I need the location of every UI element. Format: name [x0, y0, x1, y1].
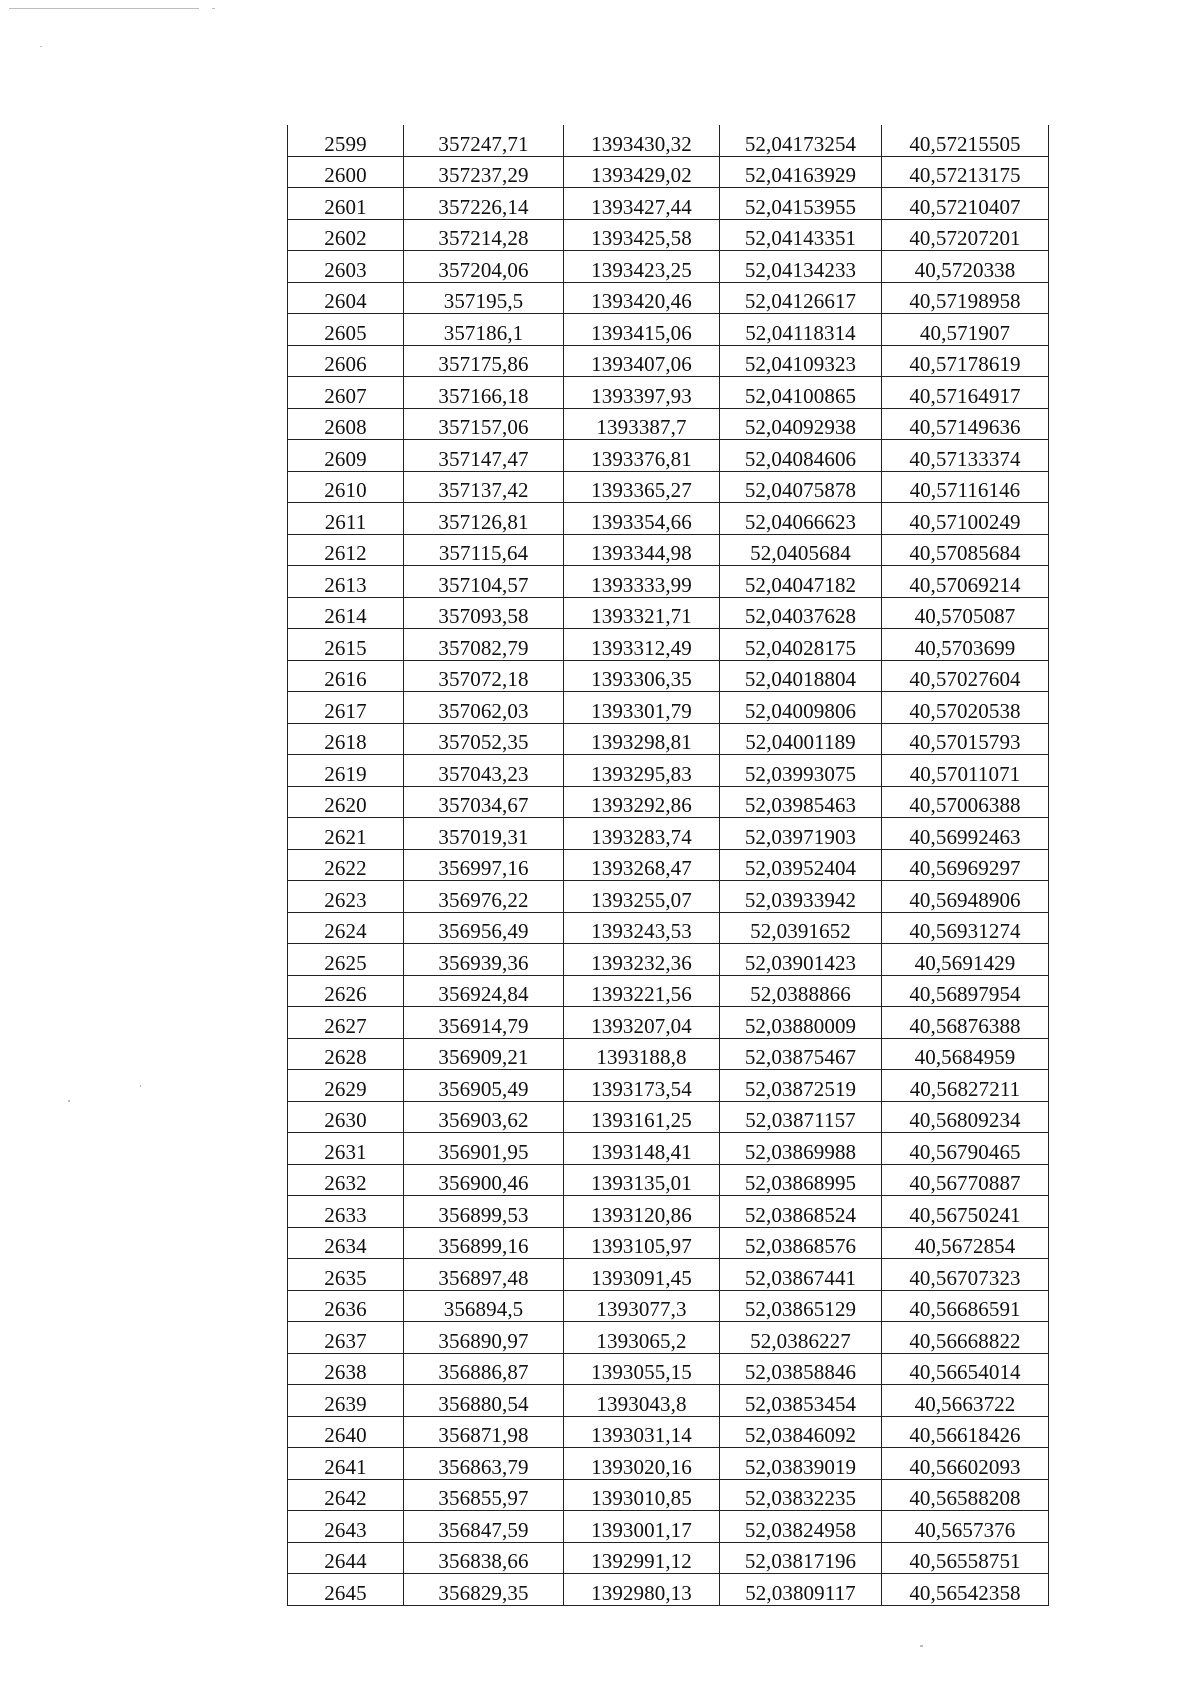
x-coordinate-cell: 356829,35	[404, 1574, 564, 1606]
latitude-cell: 52,0405684	[720, 534, 882, 566]
x-coordinate-cell: 357186,1	[404, 314, 564, 346]
table-row	[288, 1511, 1049, 1543]
point-number-cell: 2625	[288, 944, 404, 976]
longitude-cell: 40,56948906	[882, 881, 1049, 913]
table-row	[288, 1385, 1049, 1417]
latitude-cell: 52,03868576	[720, 1227, 882, 1259]
y-coordinate-cell: 1393221,56	[564, 975, 720, 1007]
y-coordinate-cell: 1393255,07	[564, 881, 720, 913]
x-coordinate-cell: 356894,5	[404, 1290, 564, 1322]
y-coordinate-cell: 1393407,06	[564, 345, 720, 377]
y-coordinate-cell: 1393365,27	[564, 471, 720, 503]
y-coordinate-cell: 1393120,86	[564, 1196, 720, 1228]
point-number-cell: 2604	[288, 282, 404, 314]
y-coordinate-cell: 1393420,46	[564, 282, 720, 314]
x-coordinate-cell: 357157,06	[404, 408, 564, 440]
x-coordinate-cell: 356905,49	[404, 1070, 564, 1102]
longitude-cell: 40,5684959	[882, 1038, 1049, 1070]
table-row	[288, 1196, 1049, 1228]
longitude-cell: 40,57027604	[882, 660, 1049, 692]
point-number-cell: 2640	[288, 1416, 404, 1448]
longitude-cell: 40,57069214	[882, 566, 1049, 598]
x-coordinate-cell: 357175,86	[404, 345, 564, 377]
latitude-cell: 52,04134233	[720, 251, 882, 283]
x-coordinate-cell: 356901,95	[404, 1133, 564, 1165]
x-coordinate-cell: 357104,57	[404, 566, 564, 598]
point-number-cell: 2615	[288, 629, 404, 661]
y-coordinate-cell: 1393425,58	[564, 219, 720, 251]
table-row	[288, 881, 1049, 913]
table-row	[288, 282, 1049, 314]
x-coordinate-cell: 357115,64	[404, 534, 564, 566]
longitude-cell: 40,56876388	[882, 1007, 1049, 1039]
latitude-cell: 52,04084606	[720, 440, 882, 472]
table-row	[288, 1479, 1049, 1511]
point-number-cell: 2644	[288, 1542, 404, 1574]
longitude-cell: 40,56668822	[882, 1322, 1049, 1354]
table-row	[288, 1133, 1049, 1165]
x-coordinate-cell: 357052,35	[404, 723, 564, 755]
table-row	[288, 1290, 1049, 1322]
x-coordinate-cell: 356924,84	[404, 975, 564, 1007]
table-row	[288, 566, 1049, 598]
x-coordinate-cell: 357093,58	[404, 597, 564, 629]
table-row	[288, 1038, 1049, 1070]
point-number-cell: 2642	[288, 1479, 404, 1511]
table-row	[288, 1070, 1049, 1102]
table-row	[288, 1101, 1049, 1133]
latitude-cell: 52,03875467	[720, 1038, 882, 1070]
latitude-cell: 52,03832235	[720, 1479, 882, 1511]
table-row	[288, 629, 1049, 661]
point-number-cell: 2616	[288, 660, 404, 692]
y-coordinate-cell: 1393344,98	[564, 534, 720, 566]
x-coordinate-cell: 356900,46	[404, 1164, 564, 1196]
longitude-cell: 40,57215505	[882, 125, 1049, 156]
longitude-cell: 40,56969297	[882, 849, 1049, 881]
point-number-cell: 2621	[288, 818, 404, 850]
table-row	[288, 219, 1049, 251]
longitude-cell: 40,56827211	[882, 1070, 1049, 1102]
x-coordinate-cell: 356855,97	[404, 1479, 564, 1511]
latitude-cell: 52,03846092	[720, 1416, 882, 1448]
longitude-cell: 40,57207201	[882, 219, 1049, 251]
latitude-cell: 52,03868524	[720, 1196, 882, 1228]
x-coordinate-cell: 357072,18	[404, 660, 564, 692]
table-row	[288, 125, 1049, 156]
x-coordinate-cell: 357166,18	[404, 377, 564, 409]
y-coordinate-cell: 1393135,01	[564, 1164, 720, 1196]
y-coordinate-cell: 1393031,14	[564, 1416, 720, 1448]
latitude-cell: 52,03868995	[720, 1164, 882, 1196]
x-coordinate-cell: 357137,42	[404, 471, 564, 503]
scan-speck	[40, 46, 42, 47]
x-coordinate-cell: 356997,16	[404, 849, 564, 881]
longitude-cell: 40,56809234	[882, 1101, 1049, 1133]
latitude-cell: 52,04143351	[720, 219, 882, 251]
table-row	[288, 377, 1049, 409]
x-coordinate-cell: 357082,79	[404, 629, 564, 661]
y-coordinate-cell: 1392980,13	[564, 1574, 720, 1606]
y-coordinate-cell: 1393415,06	[564, 314, 720, 346]
x-coordinate-cell: 356886,87	[404, 1353, 564, 1385]
point-number-cell: 2636	[288, 1290, 404, 1322]
table-row	[288, 408, 1049, 440]
latitude-cell: 52,04066623	[720, 503, 882, 535]
y-coordinate-cell: 1393105,97	[564, 1227, 720, 1259]
longitude-cell: 40,56602093	[882, 1448, 1049, 1480]
longitude-cell: 40,57085684	[882, 534, 1049, 566]
latitude-cell: 52,0391652	[720, 912, 882, 944]
point-number-cell: 2618	[288, 723, 404, 755]
table-row	[288, 660, 1049, 692]
y-coordinate-cell: 1393188,8	[564, 1038, 720, 1070]
x-coordinate-cell: 357034,67	[404, 786, 564, 818]
y-coordinate-cell: 1393020,16	[564, 1448, 720, 1480]
latitude-cell: 52,0388866	[720, 975, 882, 1007]
x-coordinate-cell: 356976,22	[404, 881, 564, 913]
y-coordinate-cell: 1393232,36	[564, 944, 720, 976]
longitude-cell: 40,5691429	[882, 944, 1049, 976]
y-coordinate-cell: 1393065,2	[564, 1322, 720, 1354]
table-row	[288, 1322, 1049, 1354]
latitude-cell: 52,04018804	[720, 660, 882, 692]
point-number-cell: 2627	[288, 1007, 404, 1039]
y-coordinate-cell: 1393292,86	[564, 786, 720, 818]
scan-speck	[212, 8, 215, 9]
table-row	[288, 1259, 1049, 1291]
y-coordinate-cell: 1393243,53	[564, 912, 720, 944]
point-number-cell: 2624	[288, 912, 404, 944]
table-row	[288, 251, 1049, 283]
longitude-cell: 40,57198958	[882, 282, 1049, 314]
y-coordinate-cell: 1393429,02	[564, 156, 720, 188]
table-row	[288, 944, 1049, 976]
longitude-cell: 40,57149636	[882, 408, 1049, 440]
y-coordinate-cell: 1393306,35	[564, 660, 720, 692]
latitude-cell: 52,03839019	[720, 1448, 882, 1480]
point-number-cell: 2626	[288, 975, 404, 1007]
longitude-cell: 40,57015793	[882, 723, 1049, 755]
y-coordinate-cell: 1393001,17	[564, 1511, 720, 1543]
longitude-cell: 40,56897954	[882, 975, 1049, 1007]
latitude-cell: 52,03872519	[720, 1070, 882, 1102]
y-coordinate-cell: 1393430,32	[564, 125, 720, 156]
latitude-cell: 52,04028175	[720, 629, 882, 661]
table-row	[288, 597, 1049, 629]
x-coordinate-cell: 356847,59	[404, 1511, 564, 1543]
table-row	[288, 723, 1049, 755]
y-coordinate-cell: 1393173,54	[564, 1070, 720, 1102]
longitude-cell: 40,56588208	[882, 1479, 1049, 1511]
x-coordinate-cell: 357204,06	[404, 251, 564, 283]
table-row	[288, 156, 1049, 188]
latitude-cell: 52,03901423	[720, 944, 882, 976]
x-coordinate-cell: 357237,29	[404, 156, 564, 188]
longitude-cell: 40,57213175	[882, 156, 1049, 188]
latitude-cell: 52,04173254	[720, 125, 882, 156]
table-row	[288, 1448, 1049, 1480]
y-coordinate-cell: 1393043,8	[564, 1385, 720, 1417]
latitude-cell: 52,03853454	[720, 1385, 882, 1417]
table-row	[288, 818, 1049, 850]
point-number-cell: 2641	[288, 1448, 404, 1480]
table-row	[288, 1574, 1049, 1606]
y-coordinate-cell: 1393387,7	[564, 408, 720, 440]
latitude-cell: 52,04092938	[720, 408, 882, 440]
point-number-cell: 2602	[288, 219, 404, 251]
y-coordinate-cell: 1393091,45	[564, 1259, 720, 1291]
y-coordinate-cell: 1393161,25	[564, 1101, 720, 1133]
point-number-cell: 2633	[288, 1196, 404, 1228]
x-coordinate-cell: 357195,5	[404, 282, 564, 314]
point-number-cell: 2609	[288, 440, 404, 472]
point-number-cell: 2623	[288, 881, 404, 913]
point-number-cell: 2603	[288, 251, 404, 283]
y-coordinate-cell: 1393397,93	[564, 377, 720, 409]
latitude-cell: 52,04163929	[720, 156, 882, 188]
longitude-cell: 40,56654014	[882, 1353, 1049, 1385]
longitude-cell: 40,57164917	[882, 377, 1049, 409]
y-coordinate-cell: 1392991,12	[564, 1542, 720, 1574]
point-number-cell: 2631	[288, 1133, 404, 1165]
longitude-cell: 40,57006388	[882, 786, 1049, 818]
x-coordinate-cell: 357062,03	[404, 692, 564, 724]
point-number-cell: 2629	[288, 1070, 404, 1102]
longitude-cell: 40,57011071	[882, 755, 1049, 787]
latitude-cell: 52,04109323	[720, 345, 882, 377]
scan-speck	[9, 8, 199, 9]
y-coordinate-cell: 1393077,3	[564, 1290, 720, 1322]
point-number-cell: 2611	[288, 503, 404, 535]
y-coordinate-cell: 1393376,81	[564, 440, 720, 472]
x-coordinate-cell: 357226,14	[404, 188, 564, 220]
latitude-cell: 52,03952404	[720, 849, 882, 881]
point-number-cell: 2614	[288, 597, 404, 629]
latitude-cell: 52,04075878	[720, 471, 882, 503]
y-coordinate-cell: 1393148,41	[564, 1133, 720, 1165]
point-number-cell: 2634	[288, 1227, 404, 1259]
latitude-cell: 52,04126617	[720, 282, 882, 314]
longitude-cell: 40,56542358	[882, 1574, 1049, 1606]
point-number-cell: 2619	[288, 755, 404, 787]
x-coordinate-cell: 357019,31	[404, 818, 564, 850]
point-number-cell: 2617	[288, 692, 404, 724]
longitude-cell: 40,5663722	[882, 1385, 1049, 1417]
table-row	[288, 1007, 1049, 1039]
x-coordinate-cell: 357043,23	[404, 755, 564, 787]
latitude-cell: 52,03869988	[720, 1133, 882, 1165]
y-coordinate-cell: 1393301,79	[564, 692, 720, 724]
point-number-cell: 2643	[288, 1511, 404, 1543]
longitude-cell: 40,5705087	[882, 597, 1049, 629]
table-row	[288, 534, 1049, 566]
longitude-cell: 40,56750241	[882, 1196, 1049, 1228]
latitude-cell: 52,03867441	[720, 1259, 882, 1291]
latitude-cell: 52,03971903	[720, 818, 882, 850]
y-coordinate-cell: 1393295,83	[564, 755, 720, 787]
longitude-cell: 40,5672854	[882, 1227, 1049, 1259]
longitude-cell: 40,5703699	[882, 629, 1049, 661]
point-number-cell: 2645	[288, 1574, 404, 1606]
latitude-cell: 52,04037628	[720, 597, 882, 629]
scan-speck	[920, 1645, 923, 1647]
table-row	[288, 786, 1049, 818]
latitude-cell: 52,03809117	[720, 1574, 882, 1606]
longitude-cell: 40,5720338	[882, 251, 1049, 283]
table-row	[288, 345, 1049, 377]
latitude-cell: 52,03985463	[720, 786, 882, 818]
x-coordinate-cell: 356880,54	[404, 1385, 564, 1417]
point-number-cell: 2638	[288, 1353, 404, 1385]
x-coordinate-cell: 357126,81	[404, 503, 564, 535]
table-row	[288, 1353, 1049, 1385]
table-row	[288, 692, 1049, 724]
longitude-cell: 40,56992463	[882, 818, 1049, 850]
x-coordinate-cell: 356897,48	[404, 1259, 564, 1291]
latitude-cell: 52,03880009	[720, 1007, 882, 1039]
y-coordinate-cell: 1393333,99	[564, 566, 720, 598]
y-coordinate-cell: 1393010,85	[564, 1479, 720, 1511]
y-coordinate-cell: 1393354,66	[564, 503, 720, 535]
table-row	[288, 503, 1049, 535]
latitude-cell: 52,03993075	[720, 755, 882, 787]
point-number-cell: 2608	[288, 408, 404, 440]
x-coordinate-cell: 357247,71	[404, 125, 564, 156]
longitude-cell: 40,57100249	[882, 503, 1049, 535]
point-number-cell: 2620	[288, 786, 404, 818]
table-row	[288, 849, 1049, 881]
point-number-cell: 2639	[288, 1385, 404, 1417]
x-coordinate-cell: 356939,36	[404, 944, 564, 976]
scan-speck	[140, 1085, 141, 1087]
longitude-cell: 40,56770887	[882, 1164, 1049, 1196]
latitude-cell: 52,04047182	[720, 566, 882, 598]
y-coordinate-cell: 1393207,04	[564, 1007, 720, 1039]
coordinates-table-body	[288, 125, 1049, 1605]
longitude-cell: 40,56558751	[882, 1542, 1049, 1574]
y-coordinate-cell: 1393427,44	[564, 188, 720, 220]
point-number-cell: 2601	[288, 188, 404, 220]
latitude-cell: 52,03824958	[720, 1511, 882, 1543]
latitude-cell: 52,03817196	[720, 1542, 882, 1574]
x-coordinate-cell: 356903,62	[404, 1101, 564, 1133]
point-number-cell: 2628	[288, 1038, 404, 1070]
y-coordinate-cell: 1393312,49	[564, 629, 720, 661]
longitude-cell: 40,56686591	[882, 1290, 1049, 1322]
x-coordinate-cell: 356863,79	[404, 1448, 564, 1480]
point-number-cell: 2612	[288, 534, 404, 566]
x-coordinate-cell: 356914,79	[404, 1007, 564, 1039]
table-row	[288, 975, 1049, 1007]
point-number-cell: 2610	[288, 471, 404, 503]
point-number-cell: 2622	[288, 849, 404, 881]
x-coordinate-cell: 356956,49	[404, 912, 564, 944]
latitude-cell: 52,04118314	[720, 314, 882, 346]
y-coordinate-cell: 1393423,25	[564, 251, 720, 283]
coordinates-table	[287, 125, 1049, 1606]
latitude-cell: 52,03933942	[720, 881, 882, 913]
longitude-cell: 40,57210407	[882, 188, 1049, 220]
latitude-cell: 52,04100865	[720, 377, 882, 409]
point-number-cell: 2606	[288, 345, 404, 377]
point-number-cell: 2600	[288, 156, 404, 188]
x-coordinate-cell: 356899,53	[404, 1196, 564, 1228]
point-number-cell: 2599	[288, 125, 404, 156]
point-number-cell: 2613	[288, 566, 404, 598]
latitude-cell: 52,04001189	[720, 723, 882, 755]
latitude-cell: 52,03871157	[720, 1101, 882, 1133]
latitude-cell: 52,0386227	[720, 1322, 882, 1354]
x-coordinate-cell: 356838,66	[404, 1542, 564, 1574]
x-coordinate-cell: 357214,28	[404, 219, 564, 251]
latitude-cell: 52,04009806	[720, 692, 882, 724]
latitude-cell: 52,04153955	[720, 188, 882, 220]
point-number-cell: 2630	[288, 1101, 404, 1133]
x-coordinate-cell: 357147,47	[404, 440, 564, 472]
point-number-cell: 2607	[288, 377, 404, 409]
scan-speck	[68, 1100, 70, 1102]
x-coordinate-cell: 356909,21	[404, 1038, 564, 1070]
y-coordinate-cell: 1393283,74	[564, 818, 720, 850]
longitude-cell: 40,56931274	[882, 912, 1049, 944]
table-row	[288, 314, 1049, 346]
x-coordinate-cell: 356871,98	[404, 1416, 564, 1448]
latitude-cell: 52,03865129	[720, 1290, 882, 1322]
point-number-cell: 2635	[288, 1259, 404, 1291]
table-row	[288, 755, 1049, 787]
longitude-cell: 40,57133374	[882, 440, 1049, 472]
table-row	[288, 471, 1049, 503]
latitude-cell: 52,03858846	[720, 1353, 882, 1385]
table-row	[288, 440, 1049, 472]
table-row	[288, 912, 1049, 944]
longitude-cell: 40,571907	[882, 314, 1049, 346]
table-row	[288, 1542, 1049, 1574]
table-row	[288, 188, 1049, 220]
y-coordinate-cell: 1393298,81	[564, 723, 720, 755]
y-coordinate-cell: 1393321,71	[564, 597, 720, 629]
longitude-cell: 40,57178619	[882, 345, 1049, 377]
x-coordinate-cell: 356899,16	[404, 1227, 564, 1259]
x-coordinate-cell: 356890,97	[404, 1322, 564, 1354]
point-number-cell: 2637	[288, 1322, 404, 1354]
point-number-cell: 2632	[288, 1164, 404, 1196]
y-coordinate-cell: 1393268,47	[564, 849, 720, 881]
point-number-cell: 2605	[288, 314, 404, 346]
table-row	[288, 1164, 1049, 1196]
longitude-cell: 40,5657376	[882, 1511, 1049, 1543]
table-row	[288, 1227, 1049, 1259]
longitude-cell: 40,56618426	[882, 1416, 1049, 1448]
table-row	[288, 1416, 1049, 1448]
longitude-cell: 40,57020538	[882, 692, 1049, 724]
y-coordinate-cell: 1393055,15	[564, 1353, 720, 1385]
longitude-cell: 40,56790465	[882, 1133, 1049, 1165]
longitude-cell: 40,56707323	[882, 1259, 1049, 1291]
longitude-cell: 40,57116146	[882, 471, 1049, 503]
